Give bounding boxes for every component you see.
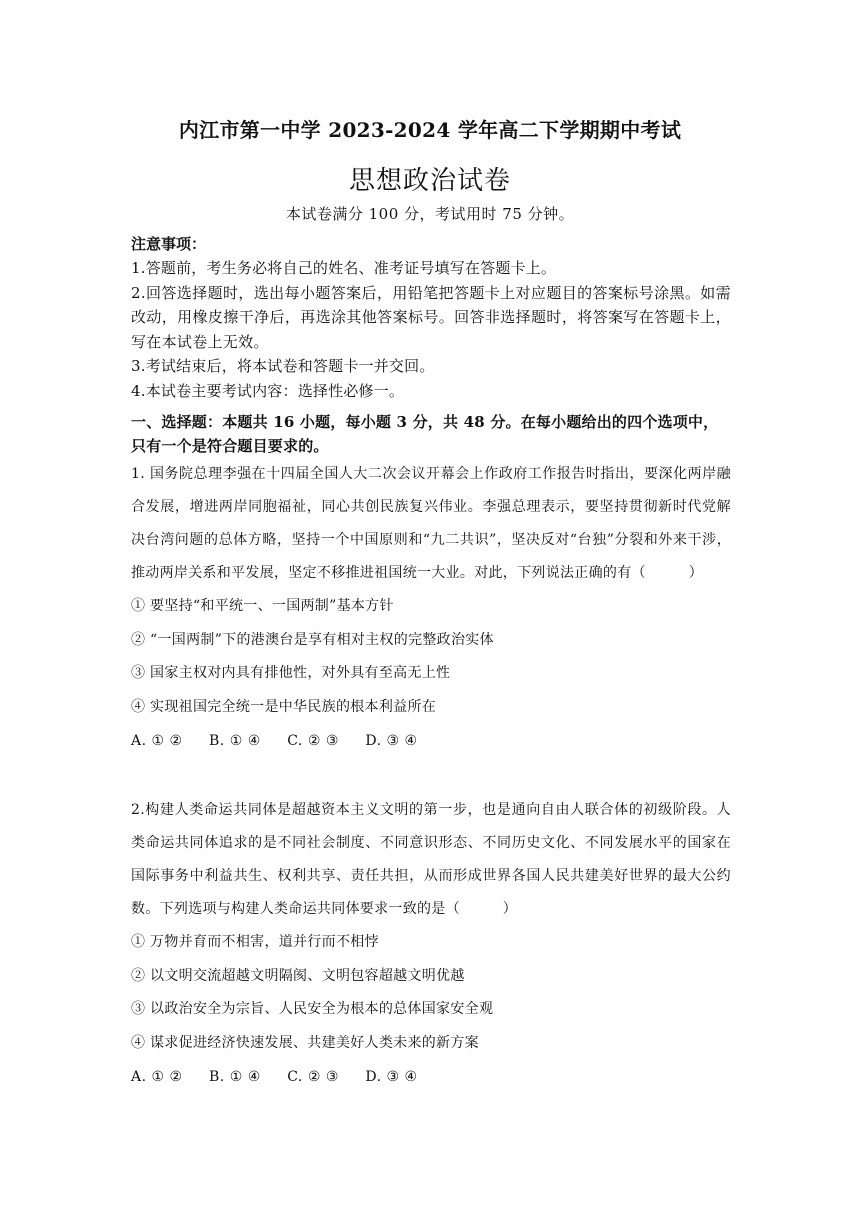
statement-option: ② “一国两制”下的港澳台是享有相对主权的完整政治实体: [131, 631, 494, 648]
choice-c: C. ② ③: [287, 1069, 339, 1085]
choice-d: D. ③ ④: [365, 733, 418, 749]
question-1: [131, 458, 731, 758]
answer-choices: [131, 724, 731, 758]
answer-choices: [131, 1060, 731, 1094]
note-item: 1.答题前，考生务必将自己的姓名、准考证号填写在答题卡上。: [131, 259, 557, 277]
statement-option: ④ 实现祖国完全统一是中华民族的根本利益所在: [131, 698, 437, 715]
choice-d: D. ③ ④: [365, 1069, 418, 1085]
note-item: 2.回答选择题时，选出每小题答案后，用铅笔把答题卡上对应题目的答案标号涂黑。如需改动，用橡皮擦干净后，再选涂其他答案标号。回答非选择题时，将答案写在答题卡上，写在本试卷上无效。: [131, 283, 731, 351]
note-item: 4.本试卷主要考试内容：选择性必修一。: [131, 381, 405, 400]
section-heading: 一、选择题：本题共 16 小题，每小题 3 分，共 48 分。在每小题给出的四个选项中，只有一个是符合题目要求的。: [131, 413, 719, 455]
exam-title: 内江市第一中学 2023-2024 学年高二下学期期中考试: [178, 118, 682, 142]
notes-section: [131, 232, 731, 403]
exam-info: 本试卷满分 100 分，考试用时 75 分钟。: [285, 205, 575, 223]
note-item: 3.考试结束后，将本试卷和答题卡一并交回。: [131, 357, 435, 375]
statement-option: ③ 国家主权对内具有排他性，对外具有至高无上性: [131, 665, 451, 681]
question-2: [131, 794, 731, 1094]
statement-option: ③ 以政治安全为宗旨、人民安全为根本的总体国家安全观: [131, 1001, 494, 1017]
choice-c: C. ② ③: [287, 733, 339, 749]
statement-option: ① 万物并育而不相害，道并行而不相悖: [131, 934, 379, 950]
statement-option: ② 以文明交流超越文明隔阂、文明包容超越文明优越: [131, 967, 465, 984]
choice-a: A. ① ②: [131, 1069, 183, 1085]
statement-option: ① 要坚持“和平统一、一国两制”基本方针: [131, 598, 394, 614]
notes-heading: 注意事项：: [131, 235, 207, 253]
statement-option: ④ 谋求促进经济快速发展、共建美好人类未来的新方案: [131, 1034, 479, 1051]
subject-title: 思想政治试卷: [348, 166, 511, 196]
choice-b: B. ① ④: [209, 1069, 261, 1085]
question-stem: 2.构建人类命运共同体是超越资本主义文明的第一步，也是通向自由人联合体的初级阶段。人类命运共同体追求的是不同社会制度、不同意识形态、不同历史文化、不同发展水平的国家在国际事务中利益共生、权利共享、责任共担，从而形成世界各国人民共建美好世界的最大公约数。下列选项与构建人类命运共同体要求一致的是（ ）: [131, 802, 731, 917]
question-stem: 1. 国务院总理李强在十四届全国人大二次会议开幕会上作政府工作报告时指出，要深化两岸融合发展，增进两岸同胞福祉，同心共创民族复兴伟业。李强总理表示，要坚持贯彻新时代党解决台湾问题的总体方略，坚持一个中国原则和“九二共识”，坚决反对“台独”分裂和外来干涉，推动两岸关系和平发展，坚定不移推进祖国统一大业。对此，下列说法正确的有（ ）: [131, 466, 731, 581]
choice-b: B. ① ④: [209, 733, 261, 749]
choice-a: A. ① ②: [131, 733, 183, 749]
